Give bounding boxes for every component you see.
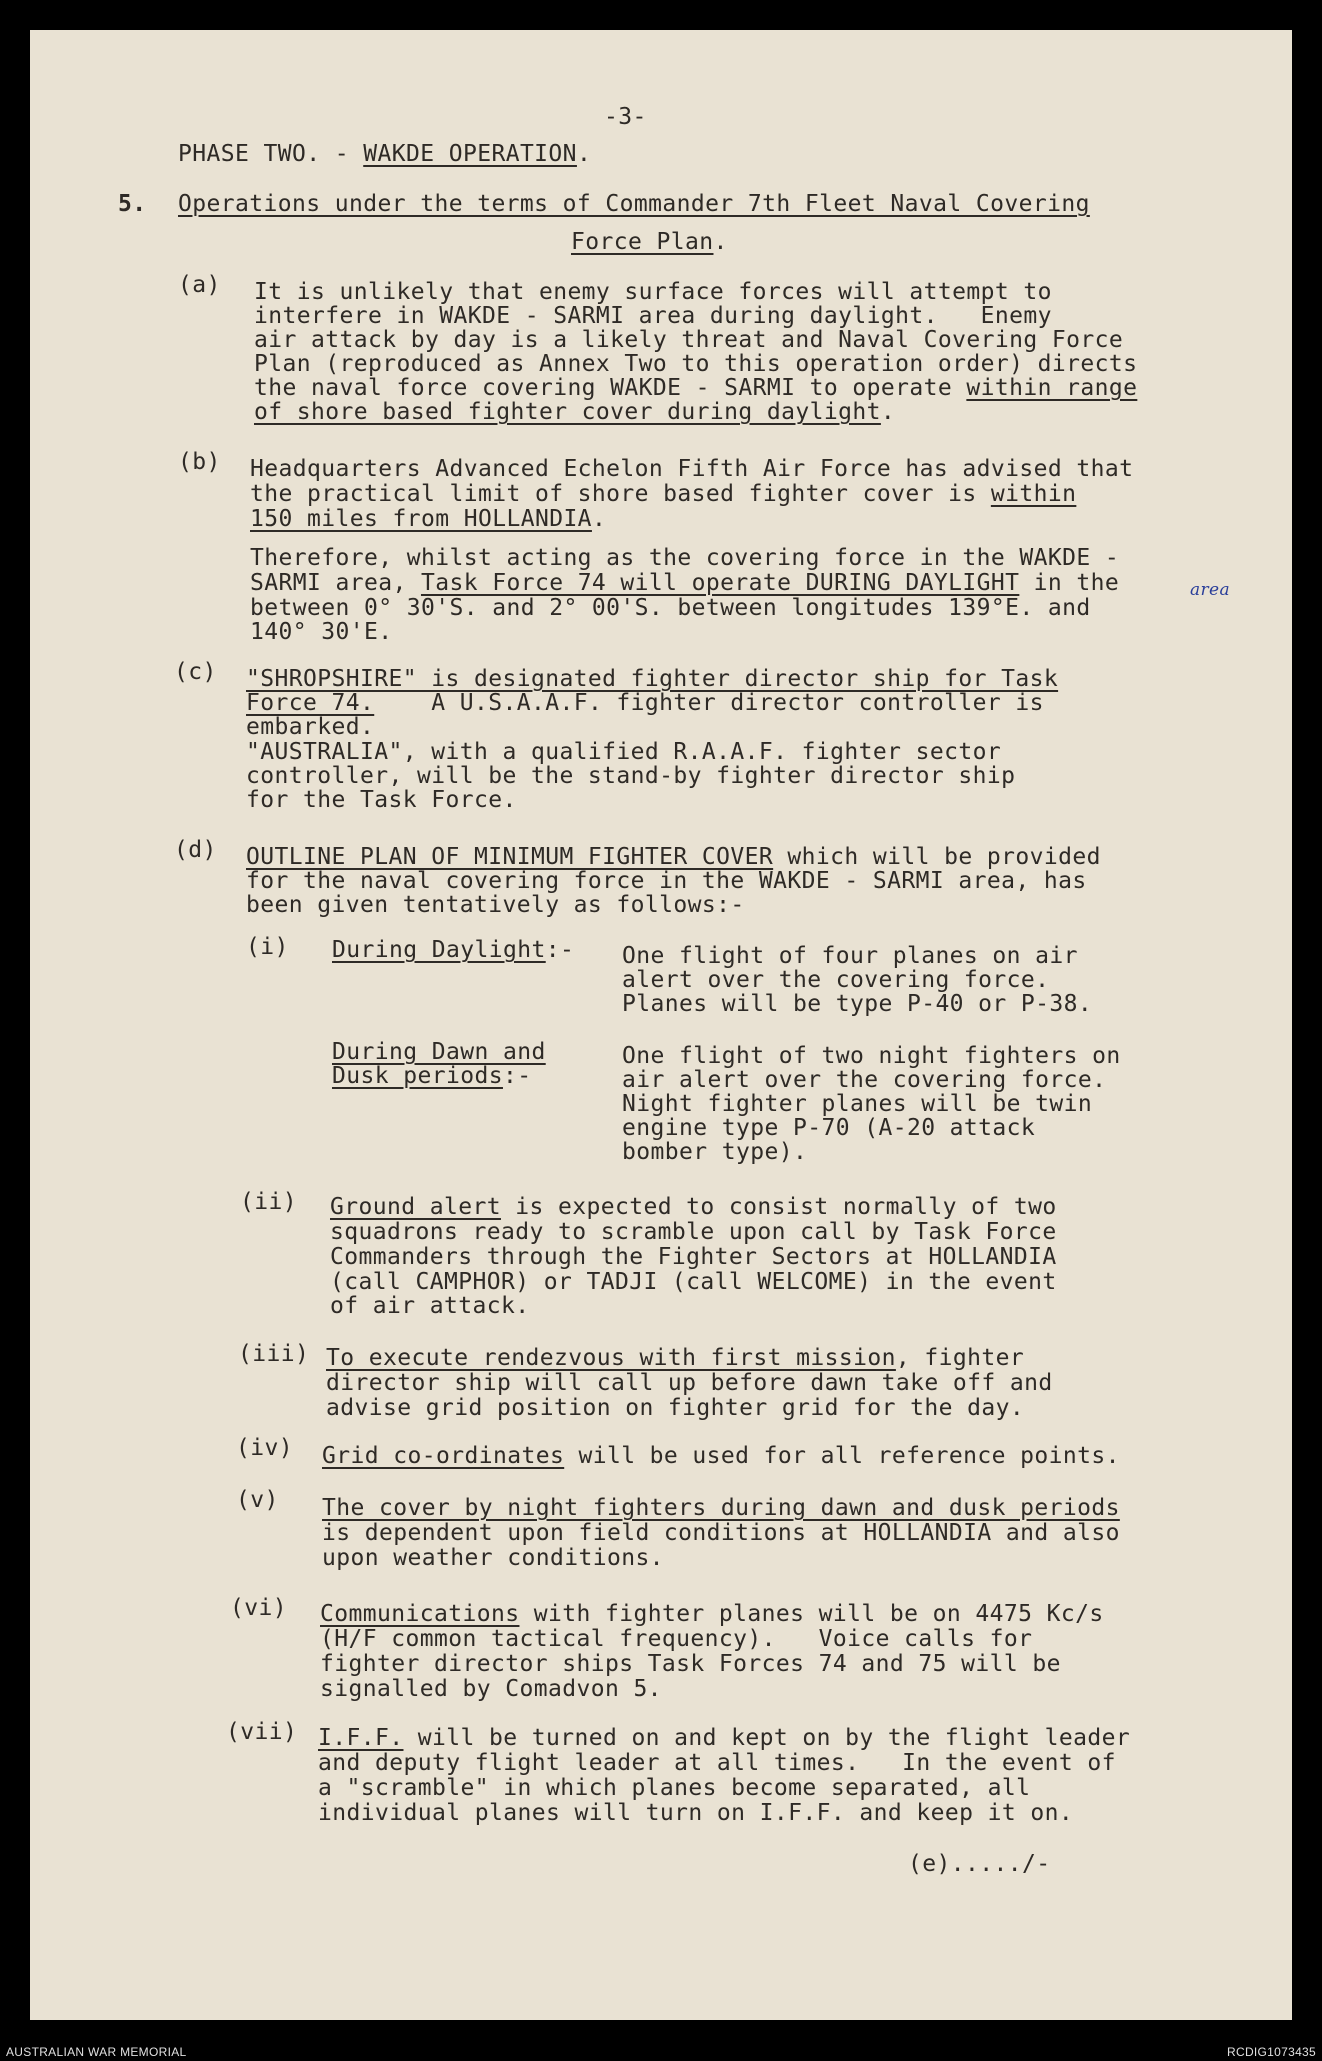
item-b-line1: Headquarters Advanced Echelon Fifth Air Force has advised that bbox=[250, 456, 1134, 482]
para-title-line1: Operations under the terms of Commander 7th Fleet Naval Covering bbox=[178, 191, 1090, 217]
subitem-iv-line1-rest: will be used for all reference points. bbox=[564, 1443, 1120, 1469]
daylight-line1: One flight of four planes on air bbox=[622, 943, 1078, 969]
subitem-vi-line2: (H/F common tactical frequency). Voice calls for bbox=[320, 1626, 1033, 1652]
subitem-v-label: (v) bbox=[236, 1487, 279, 1513]
dawn-line2: air alert over the covering force. bbox=[622, 1067, 1107, 1093]
subitem-iv-line1-underlined: Grid co-ordinates bbox=[322, 1443, 565, 1469]
subitem-vii-line1-underlined: I.F.F. bbox=[318, 1725, 404, 1751]
phase-prefix: PHASE TWO. - bbox=[178, 141, 364, 167]
dawn-label-suffix: :- bbox=[502, 1063, 532, 1089]
item-a-line2: interfere in WAKDE - SARMI area during daylight. Enemy bbox=[254, 303, 1052, 329]
page-number: -3- bbox=[604, 104, 647, 130]
item-d-line2: for the naval covering force in the WAKDE - SARMI area, has bbox=[246, 868, 1087, 894]
subitem-vii-label: (vii) bbox=[226, 1719, 298, 1745]
item-c-line5: controller, will be the stand-by fighter director ship bbox=[246, 763, 1016, 789]
dawn-line1: One flight of two night fighters on bbox=[622, 1043, 1121, 1069]
daylight-label-text: During Daylight bbox=[332, 937, 546, 963]
item-b-line3 bbox=[250, 507, 606, 532]
item-c-line1: "SHROPSHIRE" is designated fighter director ship for Task bbox=[246, 666, 1059, 692]
item-a-line5-underlined: within range bbox=[966, 375, 1138, 401]
item-d-line1-underlined: OUTLINE PLAN OF MINIMUM FIGHTER COVER bbox=[246, 844, 774, 870]
item-d-label: (d) bbox=[174, 837, 217, 863]
subitem-vi-line4: signalled by Comadvon 5. bbox=[320, 1676, 662, 1702]
item-c-line4: "AUSTRALIA", with a qualified R.A.A.F. fighter sector bbox=[246, 739, 1002, 765]
subitem-ii-line3: Commanders through the Fighter Sectors at HOLLANDIA bbox=[330, 1244, 1057, 1270]
subitem-iv-line1 bbox=[322, 1444, 1120, 1469]
phase-heading bbox=[178, 142, 591, 167]
item-b-line3-end: . bbox=[591, 506, 607, 532]
subitem-ii-label: (ii) bbox=[240, 1189, 297, 1215]
subitem-ii-line1 bbox=[330, 1195, 1057, 1220]
subitem-i-label: (i) bbox=[246, 934, 289, 960]
item-b-line6: between 0° 30'S. and 2° 00'S. between longitudes 139°E. and bbox=[250, 595, 1091, 621]
para-number: 5. bbox=[118, 191, 147, 217]
phase-suffix: . bbox=[576, 141, 592, 167]
item-c-line6: for the Task Force. bbox=[246, 787, 517, 813]
para-title-line2-text: Force Plan bbox=[571, 229, 714, 255]
item-d-line1 bbox=[246, 845, 1101, 870]
subitem-v-line1: The cover by night fighters during dawn and dusk periods bbox=[322, 1495, 1120, 1521]
subitem-iv-label: (iv) bbox=[236, 1435, 293, 1461]
continuation-marker: (e)...../- bbox=[908, 1851, 1051, 1877]
item-b-line7: 140° 30'E. bbox=[250, 619, 393, 645]
para-title-line2-end: . bbox=[713, 229, 728, 255]
footer-right: RCDIG1073435 bbox=[1227, 2045, 1316, 2059]
subitem-ii-line5: of air attack. bbox=[330, 1293, 530, 1319]
subitem-vii-line3: a "scramble" in which planes become separated, all bbox=[318, 1775, 1031, 1801]
item-c-line2 bbox=[246, 691, 1044, 716]
para-title-line2 bbox=[571, 230, 728, 255]
subitem-vi-line1 bbox=[320, 1602, 1104, 1627]
subitem-vi-line3: fighter director ships Task Forces 74 and 75 will be bbox=[320, 1651, 1061, 1677]
item-b-line4: Therefore, whilst acting as the covering force in the WAKDE - bbox=[250, 545, 1120, 571]
dawn-label-line2-text: Dusk periods bbox=[332, 1063, 503, 1089]
dawn-label-line1: During Dawn and bbox=[332, 1039, 546, 1065]
subitem-ii-line2: squadrons ready to scramble upon call by Task Force bbox=[330, 1219, 1057, 1245]
item-a-line5-plain: the naval force covering WAKDE - SARMI to operate bbox=[254, 375, 967, 401]
item-d-line1-rest: which will be provided bbox=[773, 844, 1101, 870]
dawn-label-line2 bbox=[332, 1064, 531, 1089]
dawn-line4: engine type P-70 (A-20 attack bbox=[622, 1115, 1036, 1141]
item-c-line2-rest: A U.S.A.A.F. fighter director controller is bbox=[374, 690, 1044, 716]
item-b-line2 bbox=[250, 482, 1076, 507]
item-b-line5-end: in the bbox=[1019, 570, 1120, 596]
item-d-line3: been given tentatively as follows:- bbox=[246, 892, 745, 918]
dawn-line5: bomber type). bbox=[622, 1139, 808, 1165]
item-a-line4: Plan (reproduced as Annex Two to this operation order) directs bbox=[254, 351, 1138, 377]
item-a-label: (a) bbox=[178, 272, 221, 298]
subitem-vii-line1-rest: will be turned on and kept on by the flight leader bbox=[403, 1725, 1131, 1751]
daylight-line2: alert over the covering force. bbox=[622, 967, 1050, 993]
subitem-ii-line4: (call CAMPHOR) or TADJI (call WELCOME) in the event bbox=[330, 1269, 1057, 1295]
item-c-line3: embarked. bbox=[246, 714, 375, 740]
subitem-iii-line1-rest: , fighter bbox=[895, 1345, 1025, 1371]
item-a-line6 bbox=[254, 400, 895, 425]
subitem-iii-line3: advise grid position on fighter grid for the day. bbox=[326, 1395, 1025, 1421]
subitem-vii-line4: individual planes will turn on I.F.F. and keep it on. bbox=[318, 1800, 1074, 1826]
footer-left: AUSTRALIAN WAR MEMORIAL bbox=[6, 2045, 187, 2059]
subitem-vii-line1 bbox=[318, 1726, 1130, 1751]
item-b-line5-underlined: Task Force 74 will operate DURING DAYLIGHT bbox=[420, 570, 1020, 596]
daylight-line3: Planes will be type P-40 or P-38. bbox=[622, 991, 1093, 1017]
item-b-line5-plain: SARMI area, bbox=[250, 570, 421, 596]
subitem-iii-line2: director ship will call up before dawn take off and bbox=[326, 1370, 1053, 1396]
document-page bbox=[30, 30, 1292, 2020]
item-b-line3-underlined: 150 miles from HOLLANDIA bbox=[250, 506, 592, 532]
subitem-iii-line1-underlined: To execute rendezvous with first mission bbox=[326, 1345, 896, 1371]
item-c-label: (c) bbox=[174, 659, 217, 685]
subitem-iii-label: (iii) bbox=[238, 1341, 310, 1367]
subitem-iii-line1 bbox=[326, 1346, 1024, 1371]
subitem-v-line3: upon weather conditions. bbox=[322, 1545, 664, 1571]
subitem-vi-line1-rest: with fighter planes will be on 4475 Kc/s bbox=[519, 1601, 1104, 1627]
item-b-line5 bbox=[250, 571, 1119, 596]
daylight-label bbox=[332, 938, 574, 963]
handwritten-annotation: area bbox=[1190, 580, 1231, 600]
item-b-line2-plain: the practical limit of shore based fighter cover is bbox=[250, 481, 991, 507]
subitem-ii-line1-underlined: Ground alert bbox=[330, 1194, 501, 1220]
item-a-line6-end: . bbox=[880, 399, 896, 425]
item-c-line2-underlined: Force 74. bbox=[246, 690, 375, 716]
subitem-ii-line1-rest: is expected to consist normally of two bbox=[500, 1194, 1057, 1220]
dawn-line3: Night fighter planes will be twin bbox=[622, 1091, 1093, 1117]
item-b-label: (b) bbox=[178, 449, 221, 475]
item-a-line3: air attack by day is a likely threat and Naval Covering Force bbox=[254, 327, 1124, 353]
subitem-vi-line1-underlined: Communications bbox=[320, 1601, 520, 1627]
subitem-v-line2: is dependent upon field conditions at HOLLANDIA and also bbox=[322, 1520, 1120, 1546]
item-b-line2-underlined: within bbox=[990, 481, 1077, 507]
subitem-vi-label: (vi) bbox=[230, 1595, 287, 1621]
item-a-line1: It is unlikely that enemy surface forces will attempt to bbox=[254, 279, 1052, 305]
item-a-line6-underlined: of shore based fighter cover during daylight bbox=[254, 399, 881, 425]
item-a-line5 bbox=[254, 376, 1137, 401]
phase-title: WAKDE OPERATION bbox=[363, 141, 577, 167]
subitem-vii-line2: and deputy flight leader at all times. In the event of bbox=[318, 1750, 1116, 1776]
daylight-label-suffix: :- bbox=[545, 937, 575, 963]
